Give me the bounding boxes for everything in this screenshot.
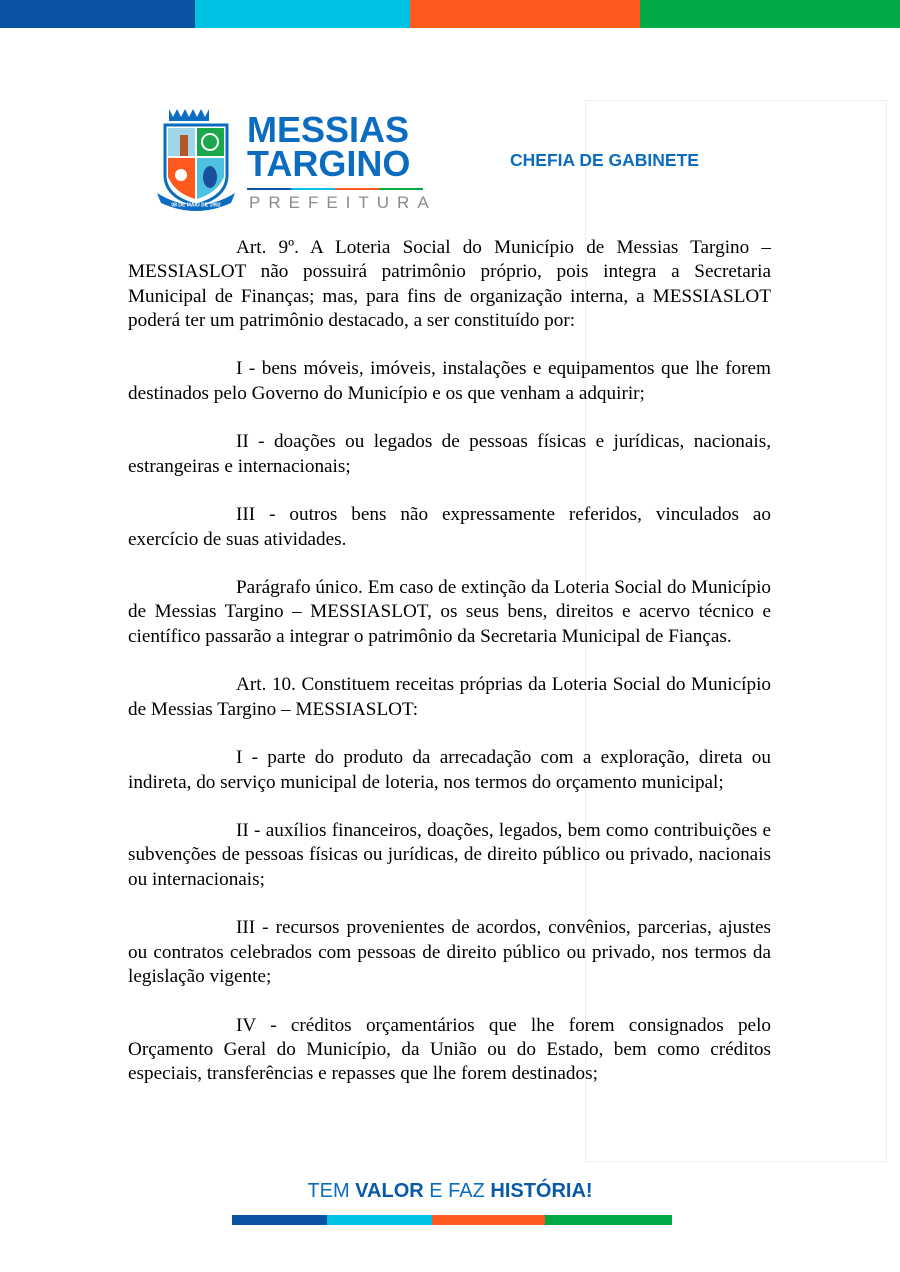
paragraph-item: I - parte do produto da arrecadação com a exploração, direta ou indireta, do serviço municipal de loteria, nos termos do orçamento municipal; <box>128 747 771 793</box>
bar-cyan <box>195 0 410 28</box>
footer-color-bar <box>232 1215 672 1225</box>
brand-color-line <box>247 188 423 190</box>
slogan-part: HISTÓRIA! <box>490 1180 593 1202</box>
brand-subtitle: PREFEITURA <box>249 193 437 212</box>
bar-orange <box>410 0 640 28</box>
bar-blue <box>0 0 195 28</box>
paragraph-art-9: Art. 9º. A Loteria Social do Município de Messias Targino – MESSIASLOT não possuirá patrimônio próprio, pois integra a Secretaria Municipal de Finanças; mas, para fins de organização interna, a MESSIASLOT poderá ter um patrimônio destacado, a ser constituído por: <box>128 237 771 331</box>
paragraph-sole: Parágrafo único. Em caso de extinção da Loteria Social do Município de Messias Targino – MESSIASLOT, os seus bens, direitos e acervo técnico e científico passarão a integrar o patrimônio da Secretaria Municipal de Fianças. <box>128 577 771 647</box>
footer-slogan <box>0 1180 900 1203</box>
brand-line-1: MESSIAS <box>247 109 410 150</box>
slogan-part: E FAZ <box>423 1180 491 1202</box>
slogan-part: TEM <box>307 1180 356 1202</box>
top-color-bar <box>0 0 900 28</box>
paragraph-item: I - bens móveis, imóveis, instalações e equipamentos que lhe forem destinados pelo Governo do Município e os que venham a adquirir; <box>128 358 771 404</box>
paragraph-item: III - recursos provenientes de acordos, convênios, parcerias, ajustes ou contratos celebrados com pessoas de direito público ou privado, nos termos da legislação vigente; <box>128 917 771 987</box>
paragraph-art-10: Art. 10. Constituem receitas próprias da Loteria Social do Município de Messias Targino – MESSIASLOT: <box>128 674 771 720</box>
municipality-logo <box>155 105 437 215</box>
crest-motto: 08 DE MAIO DE 1992 <box>171 202 221 209</box>
paragraph-item: III - outros bens não expressamente referidos, vinculados ao exercício de suas atividades. <box>128 504 771 550</box>
department-title: CHEFIA DE GABINETE <box>510 150 699 170</box>
brand-name <box>247 109 411 184</box>
paragraph-item: IV - créditos orçamentários que lhe forem consignados pelo Orçamento Geral do Município, da União ou do Estado, bem como créditos especiais, transferências e repasses que lhe forem destinados; <box>128 1014 771 1085</box>
paragraph-item: II - doações ou legados de pessoas físicas e jurídicas, nacionais, estrangeiras e internacionais; <box>128 431 771 477</box>
slogan-part: VALOR <box>355 1180 424 1202</box>
bar-green <box>640 0 900 28</box>
brand-line-2: TARGINO <box>247 143 411 184</box>
document-body <box>128 236 771 1111</box>
coat-of-arms-icon <box>155 105 237 213</box>
paragraph-item: II - auxílios financeiros, doações, legados, bem como contribuições e subvenções de pessoas físicas ou jurídicas, de direito público ou privado, nacionais ou internacionais; <box>128 820 771 890</box>
